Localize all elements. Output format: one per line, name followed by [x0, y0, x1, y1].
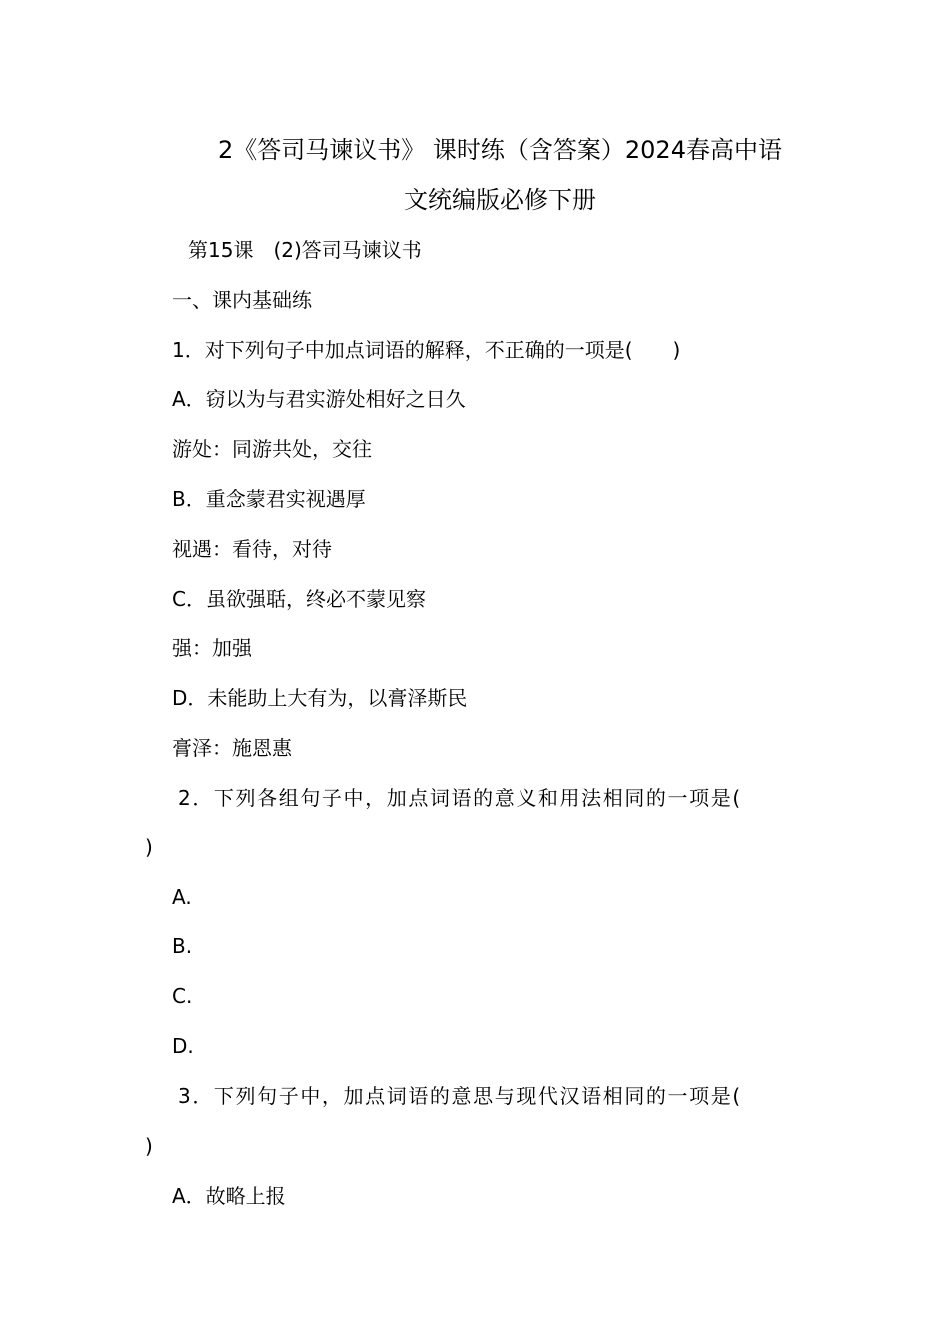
- question-1-option-a-note: 游处：同游共处，交往: [172, 437, 372, 461]
- question-1-option-b-note: 视遇：看待，对待: [172, 537, 332, 561]
- question-1-option-d-note: 膏泽：施恩惠: [172, 736, 292, 760]
- question-2-option-d: D.: [172, 1034, 194, 1058]
- section-heading: 一、课内基础练: [172, 288, 312, 312]
- question-3-option-a: A．故略上报: [172, 1184, 286, 1208]
- question-2-stem-continuation: ): [145, 835, 153, 859]
- question-1-option-a: A．窃以为与君实游处相好之日久: [172, 387, 466, 411]
- question-1-stem: 1．对下列句子中加点词语的解释，不正确的一项是( ): [172, 338, 681, 362]
- document-title-line-1: 2《答司马谏议书》 课时练（含答案）2024春高中语: [218, 136, 782, 164]
- question-2-option-a: A.: [172, 885, 192, 909]
- question-1-option-c: C．虽欲强聒，终必不蒙见察: [172, 587, 426, 611]
- question-2-option-c: C.: [172, 984, 193, 1008]
- question-1-option-d: D．未能助上大有为，以膏泽斯民: [172, 686, 468, 710]
- question-2-stem: 2．下列各组句子中，加点词语的意义和用法相同的一项是(: [178, 786, 742, 810]
- lesson-heading: 第15课 (2)答司马谏议书: [188, 238, 422, 262]
- question-3-stem: 3．下列句子中，加点词语的意思与现代汉语相同的一项是(: [178, 1084, 742, 1108]
- question-1-option-b: B．重念蒙君实视遇厚: [172, 487, 366, 511]
- question-3-stem-continuation: ): [145, 1134, 153, 1158]
- question-2-option-b: B.: [172, 934, 193, 958]
- question-1-option-c-note: 强：加强: [172, 636, 252, 660]
- document-title-line-2: 文统编版必修下册: [404, 186, 596, 214]
